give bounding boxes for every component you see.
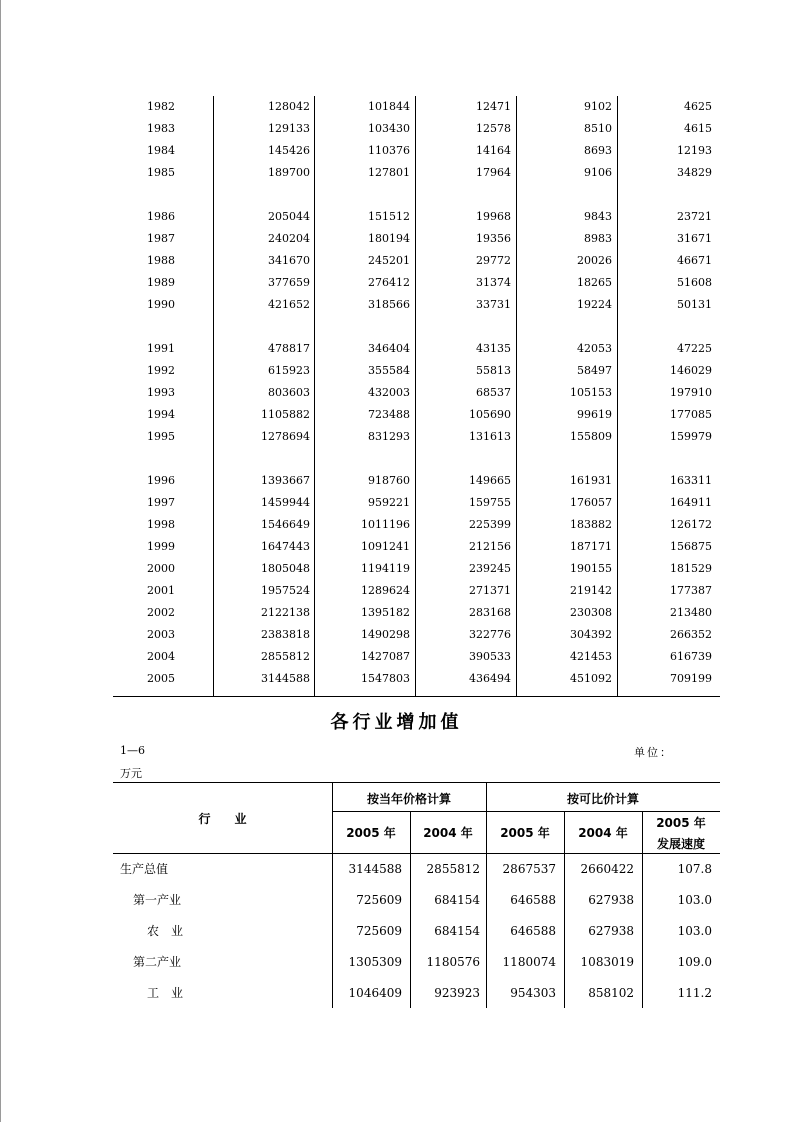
value-cell: 180194 bbox=[368, 232, 410, 245]
value-cell: 918760 bbox=[368, 474, 410, 487]
year-cell: 1991 bbox=[147, 342, 175, 355]
value-cell: 1647443 bbox=[261, 540, 310, 553]
section-title: 各行业增加值 bbox=[330, 712, 463, 733]
year-cell: 1982 bbox=[147, 100, 175, 113]
value-cell: 9106 bbox=[584, 166, 612, 179]
year-cell: 1987 bbox=[147, 232, 175, 245]
table-row bbox=[113, 558, 720, 580]
year-cell: 2004 bbox=[147, 650, 175, 663]
value-cell: 19968 bbox=[476, 210, 511, 223]
table-row bbox=[113, 426, 720, 448]
year-cell: 1994 bbox=[147, 408, 175, 421]
value-cell: 276412 bbox=[368, 276, 410, 289]
value-cell: 1194119 bbox=[361, 562, 410, 575]
year-cell: 1993 bbox=[147, 386, 175, 399]
value-cell: 101844 bbox=[368, 100, 410, 113]
table-row bbox=[113, 162, 720, 184]
value-cell: 149665 bbox=[469, 474, 511, 487]
value-cell: 1083019 bbox=[580, 955, 634, 969]
value-cell: 55813 bbox=[476, 364, 511, 377]
table-row bbox=[113, 602, 720, 624]
header-2004-comparable: 2004 年 bbox=[578, 826, 628, 840]
header-growth-year: 2005 年 bbox=[656, 816, 706, 830]
unit-value: 万元 bbox=[120, 767, 142, 780]
table-row bbox=[113, 228, 720, 250]
value-cell: 684154 bbox=[434, 924, 480, 938]
value-cell: 126172 bbox=[670, 518, 712, 531]
value-cell: 923923 bbox=[434, 986, 480, 1000]
value-cell: 68537 bbox=[476, 386, 511, 399]
value-cell: 128042 bbox=[268, 100, 310, 113]
value-cell: 14164 bbox=[476, 144, 511, 157]
value-cell: 1546649 bbox=[261, 518, 310, 531]
industry-name: 生产总值 bbox=[120, 862, 169, 876]
value-cell: 1459944 bbox=[261, 496, 310, 509]
value-cell: 176057 bbox=[570, 496, 612, 509]
value-cell: 478817 bbox=[268, 342, 310, 355]
value-cell: 2855812 bbox=[426, 862, 480, 876]
value-cell: 12193 bbox=[677, 144, 712, 157]
value-cell: 2867537 bbox=[502, 862, 556, 876]
year-cell: 1990 bbox=[147, 298, 175, 311]
value-cell: 47225 bbox=[677, 342, 712, 355]
value-cell: 12471 bbox=[476, 100, 511, 113]
year-cell: 1996 bbox=[147, 474, 175, 487]
value-cell: 646588 bbox=[510, 924, 556, 938]
value-cell: 245201 bbox=[368, 254, 410, 267]
value-cell: 29772 bbox=[476, 254, 511, 267]
value-cell: 111.2 bbox=[677, 986, 712, 1000]
value-cell: 177387 bbox=[670, 584, 712, 597]
table-row bbox=[113, 272, 720, 294]
value-cell: 1105882 bbox=[261, 408, 310, 421]
value-cell: 127801 bbox=[368, 166, 410, 179]
value-cell: 190155 bbox=[570, 562, 612, 575]
value-cell: 58497 bbox=[577, 364, 612, 377]
value-cell: 12578 bbox=[476, 122, 511, 135]
table-row bbox=[113, 360, 720, 382]
value-cell: 129133 bbox=[268, 122, 310, 135]
table-row bbox=[113, 947, 720, 978]
value-cell: 8983 bbox=[584, 232, 612, 245]
value-cell: 146029 bbox=[670, 364, 712, 377]
header-comparable-price: 按可比价计算 bbox=[566, 792, 639, 806]
year-cell: 1999 bbox=[147, 540, 175, 553]
table-row bbox=[113, 470, 720, 492]
value-cell: 159755 bbox=[469, 496, 511, 509]
value-cell: 436494 bbox=[469, 672, 511, 685]
header-current-price: 按当年价格计算 bbox=[366, 792, 451, 806]
value-cell: 219142 bbox=[570, 584, 612, 597]
value-cell: 2122138 bbox=[261, 606, 310, 619]
value-cell: 646588 bbox=[510, 893, 556, 907]
value-cell: 355584 bbox=[368, 364, 410, 377]
value-cell: 161931 bbox=[570, 474, 612, 487]
value-cell: 103430 bbox=[368, 122, 410, 135]
value-cell: 684154 bbox=[434, 893, 480, 907]
value-cell: 109.0 bbox=[677, 955, 712, 969]
value-cell: 34829 bbox=[677, 166, 712, 179]
value-cell: 1046409 bbox=[348, 986, 402, 1000]
value-cell: 1957524 bbox=[261, 584, 310, 597]
year-cell: 1998 bbox=[147, 518, 175, 531]
header-2004: 2004 年 bbox=[423, 826, 473, 840]
value-cell: 230308 bbox=[570, 606, 612, 619]
value-cell: 181529 bbox=[670, 562, 712, 575]
value-cell: 105690 bbox=[469, 408, 511, 421]
value-cell: 304392 bbox=[570, 628, 612, 641]
value-cell: 1427087 bbox=[361, 650, 410, 663]
value-cell: 240204 bbox=[268, 232, 310, 245]
value-cell: 322776 bbox=[469, 628, 511, 641]
value-cell: 616739 bbox=[670, 650, 712, 663]
value-cell: 213480 bbox=[670, 606, 712, 619]
value-cell: 155809 bbox=[570, 430, 612, 443]
value-cell: 46671 bbox=[677, 254, 712, 267]
value-cell: 105153 bbox=[570, 386, 612, 399]
value-cell: 1395182 bbox=[361, 606, 410, 619]
industry-name: 第一产业 bbox=[133, 893, 182, 907]
table-row bbox=[113, 338, 720, 360]
table-row bbox=[113, 140, 720, 162]
value-cell: 831293 bbox=[368, 430, 410, 443]
year-cell: 1989 bbox=[147, 276, 175, 289]
value-cell: 1393667 bbox=[261, 474, 310, 487]
value-cell: 9102 bbox=[584, 100, 612, 113]
table-row bbox=[113, 668, 720, 690]
value-cell: 725609 bbox=[356, 924, 402, 938]
value-cell: 17964 bbox=[476, 166, 511, 179]
value-cell: 19356 bbox=[476, 232, 511, 245]
value-cell: 197910 bbox=[670, 386, 712, 399]
table-row bbox=[113, 536, 720, 558]
value-cell: 177085 bbox=[670, 408, 712, 421]
year-cell: 1995 bbox=[147, 430, 175, 443]
value-cell: 959221 bbox=[368, 496, 410, 509]
value-cell: 1289624 bbox=[361, 584, 410, 597]
value-cell: 103.0 bbox=[677, 924, 712, 938]
value-cell: 189700 bbox=[268, 166, 310, 179]
table-row bbox=[113, 854, 720, 885]
header-rule bbox=[332, 811, 720, 812]
industry-value-added-table bbox=[113, 782, 720, 1008]
value-cell: 283168 bbox=[469, 606, 511, 619]
table-row bbox=[113, 492, 720, 514]
value-cell: 1180074 bbox=[502, 955, 556, 969]
value-cell: 110376 bbox=[368, 144, 410, 157]
header-2005-comparable: 2005 年 bbox=[500, 826, 550, 840]
value-cell: 1547803 bbox=[361, 672, 410, 685]
value-cell: 421652 bbox=[268, 298, 310, 311]
value-cell: 266352 bbox=[670, 628, 712, 641]
year-cell: 1992 bbox=[147, 364, 175, 377]
year-cell: 2000 bbox=[147, 562, 175, 575]
year-cell: 2005 bbox=[147, 672, 175, 685]
year-cell: 2001 bbox=[147, 584, 175, 597]
table-row bbox=[113, 916, 720, 947]
table-number: 1—6 bbox=[120, 744, 145, 757]
value-cell: 1011196 bbox=[361, 518, 410, 531]
year-cell: 2002 bbox=[147, 606, 175, 619]
industry-name: 第二产业 bbox=[133, 955, 182, 969]
value-cell: 18265 bbox=[577, 276, 612, 289]
year-cell: 1984 bbox=[147, 144, 175, 157]
value-cell: 627938 bbox=[588, 893, 634, 907]
table-row bbox=[113, 580, 720, 602]
value-cell: 421453 bbox=[570, 650, 612, 663]
value-cell: 131613 bbox=[469, 430, 511, 443]
value-cell: 271371 bbox=[469, 584, 511, 597]
table-row bbox=[113, 646, 720, 668]
table-row bbox=[113, 294, 720, 316]
value-cell: 9843 bbox=[584, 210, 612, 223]
value-cell: 1278694 bbox=[261, 430, 310, 443]
value-cell: 723488 bbox=[368, 408, 410, 421]
page-left-border bbox=[0, 0, 1, 1122]
value-cell: 107.8 bbox=[677, 862, 712, 876]
header-growth-label: 发展速度 bbox=[656, 837, 705, 851]
table-top-rule bbox=[113, 782, 720, 783]
table-row bbox=[113, 250, 720, 272]
value-cell: 205044 bbox=[268, 210, 310, 223]
year-cell: 2003 bbox=[147, 628, 175, 641]
value-cell: 31671 bbox=[677, 232, 712, 245]
value-cell: 42053 bbox=[577, 342, 612, 355]
header-2005: 2005 年 bbox=[346, 826, 396, 840]
value-cell: 145426 bbox=[268, 144, 310, 157]
value-cell: 20026 bbox=[577, 254, 612, 267]
value-cell: 103.0 bbox=[677, 893, 712, 907]
table-row bbox=[113, 96, 720, 118]
value-cell: 709199 bbox=[670, 672, 712, 685]
value-cell: 1490298 bbox=[361, 628, 410, 641]
value-cell: 615923 bbox=[268, 364, 310, 377]
value-cell: 212156 bbox=[469, 540, 511, 553]
value-cell: 19224 bbox=[577, 298, 612, 311]
value-cell: 50131 bbox=[677, 298, 712, 311]
value-cell: 1091241 bbox=[361, 540, 410, 553]
table-row bbox=[113, 206, 720, 228]
value-cell: 33731 bbox=[476, 298, 511, 311]
value-cell: 183882 bbox=[570, 518, 612, 531]
value-cell: 451092 bbox=[570, 672, 612, 685]
industry-name: 农 业 bbox=[147, 924, 184, 938]
year-cell: 1983 bbox=[147, 122, 175, 135]
year-cell: 1985 bbox=[147, 166, 175, 179]
value-cell: 954303 bbox=[510, 986, 556, 1000]
value-cell: 31374 bbox=[476, 276, 511, 289]
value-cell: 2383818 bbox=[261, 628, 310, 641]
value-cell: 725609 bbox=[356, 893, 402, 907]
value-cell: 3144588 bbox=[261, 672, 310, 685]
header-industry: 行 业 bbox=[198, 812, 247, 826]
value-cell: 2660422 bbox=[580, 862, 634, 876]
value-cell: 858102 bbox=[588, 986, 634, 1000]
table-row bbox=[113, 118, 720, 140]
value-cell: 156875 bbox=[670, 540, 712, 553]
table-row bbox=[113, 978, 720, 1009]
value-cell: 803603 bbox=[268, 386, 310, 399]
value-cell: 2855812 bbox=[261, 650, 310, 663]
value-cell: 4625 bbox=[684, 100, 712, 113]
table-row bbox=[113, 514, 720, 536]
value-cell: 1805048 bbox=[261, 562, 310, 575]
value-cell: 51608 bbox=[677, 276, 712, 289]
table-row bbox=[113, 624, 720, 646]
value-cell: 1305309 bbox=[348, 955, 402, 969]
value-cell: 225399 bbox=[469, 518, 511, 531]
value-cell: 8693 bbox=[584, 144, 612, 157]
table-row bbox=[113, 404, 720, 426]
value-cell: 432003 bbox=[368, 386, 410, 399]
value-cell: 3144588 bbox=[348, 862, 402, 876]
value-cell: 8510 bbox=[584, 122, 612, 135]
value-cell: 346404 bbox=[368, 342, 410, 355]
value-cell: 99619 bbox=[577, 408, 612, 421]
table-bottom-rule bbox=[113, 696, 720, 697]
year-cell: 1988 bbox=[147, 254, 175, 267]
value-cell: 164911 bbox=[670, 496, 712, 509]
value-cell: 43135 bbox=[476, 342, 511, 355]
value-cell: 239245 bbox=[469, 562, 511, 575]
value-cell: 627938 bbox=[588, 924, 634, 938]
value-cell: 23721 bbox=[677, 210, 712, 223]
value-cell: 390533 bbox=[469, 650, 511, 663]
year-cell: 1986 bbox=[147, 210, 175, 223]
table-row bbox=[113, 382, 720, 404]
table-row bbox=[113, 885, 720, 916]
value-cell: 159979 bbox=[670, 430, 712, 443]
value-cell: 341670 bbox=[268, 254, 310, 267]
unit-label: 单位： bbox=[634, 746, 673, 759]
value-cell: 187171 bbox=[570, 540, 612, 553]
industry-name: 工 业 bbox=[147, 986, 184, 1000]
value-cell: 4615 bbox=[684, 122, 712, 135]
value-cell: 151512 bbox=[368, 210, 410, 223]
year-cell: 1997 bbox=[147, 496, 175, 509]
value-cell: 1180576 bbox=[426, 955, 480, 969]
value-cell: 318566 bbox=[368, 298, 410, 311]
value-cell: 377659 bbox=[268, 276, 310, 289]
value-cell: 163311 bbox=[670, 474, 712, 487]
